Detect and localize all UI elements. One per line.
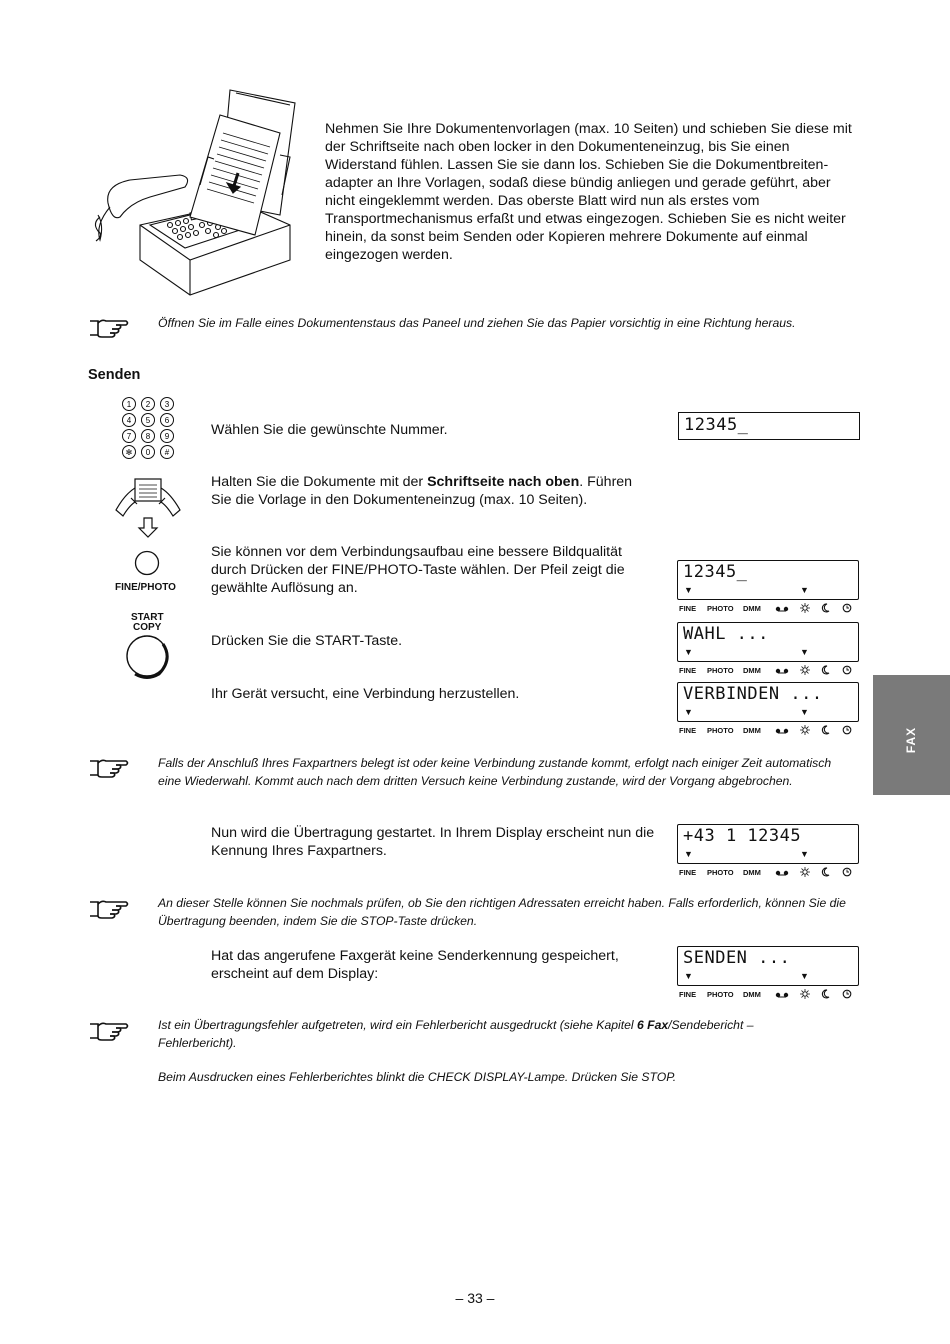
page-number: – 33 – [455, 1290, 495, 1306]
indicator-photo: PHOTO [707, 604, 734, 613]
resolution-arrow: ▼ [800, 707, 809, 717]
clock-icon [842, 665, 852, 677]
clock-icon [842, 603, 852, 615]
resolution-arrow: ▼ [800, 849, 809, 859]
step-noid-text: Hat das angerufene Faxgerät keine Senderkennung gespeichert, erscheint auf dem Display: [211, 948, 619, 982]
lcd-text: +43 1 12345 [683, 826, 802, 846]
indicator-fine: FINE [679, 868, 697, 877]
moon-icon [821, 665, 831, 677]
lcd-display-verbinden [677, 682, 859, 736]
indicator-dmm: DMM [743, 868, 761, 877]
indicator-fine: FINE [679, 726, 697, 735]
fine-photo-button-icon [134, 550, 162, 578]
keypad-icon [119, 396, 177, 462]
lcd-screen [677, 560, 859, 600]
sun-icon [800, 989, 810, 1001]
keypad-key-label: 3 [164, 400, 170, 409]
resolution-arrow: ▼ [684, 707, 693, 717]
sun-icon [800, 603, 810, 615]
note-error-pre: Ist ein Übertragungsfehler aufgetreten, wird ein Fehlerbericht ausgedruckt (siehe Kapitel [158, 1018, 637, 1032]
lcd-text: WAHL ... [683, 624, 769, 644]
keypad-key-label: 8 [145, 432, 151, 441]
pointing-hand-icon [88, 896, 130, 922]
keypad-key-label: 4 [126, 416, 132, 425]
moon-icon [821, 603, 831, 615]
keypad-key-label: 1 [126, 400, 132, 409]
step-insert-post: . Führen Sie die Vorlage in den Dokumenteneinzug (max. 10 Seiten). [211, 474, 633, 508]
note-redial: Falls der Anschluß Ihres Faxpartners belegt ist oder keine Verbindung zustande kommt, erfolgt nach einiger Zeit automatisch eine Wiederwahl. Kommt auch nach dem dritten Versuch keine Verbindung zustande, wird der Vorgang abgebrochen. [158, 756, 832, 788]
moon-icon [821, 989, 831, 1001]
sun-icon [800, 665, 810, 677]
indicator-photo: PHOTO [707, 666, 734, 675]
step-start-text: Drücken Sie die START-Taste. [211, 633, 403, 649]
start-label-1: START [131, 612, 164, 623]
keypad-key-label: # [164, 448, 170, 457]
section-heading: Senden [88, 367, 141, 383]
pointing-hand-icon [88, 1018, 130, 1044]
indicator-photo: PHOTO [707, 990, 734, 999]
step-insert-pre: Halten Sie die Dokumente mit der [211, 474, 428, 490]
start-button-icon [125, 634, 171, 680]
note-error-bold: 6 Fax [636, 1018, 669, 1032]
pointing-hand-icon [88, 755, 130, 781]
step-connect-text: Ihr Gerät versucht, eine Verbindung herzustellen. [211, 686, 520, 702]
indicator-row [679, 666, 861, 676]
keypad-key-label: 6 [164, 416, 170, 425]
indicator-photo: PHOTO [707, 726, 734, 735]
lcd-screen [677, 824, 859, 864]
indicator-dmm: DMM [743, 726, 761, 735]
indicator-row [679, 604, 861, 614]
lcd-text: 12345_ [683, 562, 748, 582]
indicator-row [679, 990, 861, 1000]
sun-icon [800, 867, 810, 879]
resolution-arrow: ▼ [800, 647, 809, 657]
note-error-report [158, 1017, 818, 1052]
lcd-screen [677, 622, 859, 662]
keypad-key-label: 0 [145, 448, 151, 457]
keypad-key-label: ✻ [125, 448, 133, 457]
sun-icon [800, 725, 810, 737]
lcd-display-dial [678, 412, 860, 440]
indicator-photo: PHOTO [707, 868, 734, 877]
keypad-key-label: 5 [145, 416, 151, 425]
lcd-text: VERBINDEN ... [683, 684, 823, 704]
fax-machine-illustration [90, 85, 300, 300]
step-insert-bold: Schriftseite nach oben [427, 474, 580, 490]
lcd-display-wahl [677, 622, 859, 676]
note-check-recipient: An dieser Stelle können Sie nochmals prüfen, ob Sie den richtigen Adressaten erreicht haben. Falls erforderlich, können Sie die Übertragung beenden, indem Sie die STOP-Taste drücken. [158, 896, 846, 928]
fine-photo-label: FINE/PHOTO [115, 582, 176, 593]
lcd-display-partner-id [677, 824, 859, 878]
keypad-key-label: 2 [145, 400, 151, 409]
indicator-fine: FINE [679, 604, 697, 613]
resolution-arrow: ▼ [684, 971, 693, 981]
step-fine-text: Sie können vor dem Verbindungsaufbau eine bessere Bildqualität durch Drücken der FINE/PHOTO-Taste wählen. Der Pfeil zeigt die gewählte Auflösung an. [211, 544, 625, 596]
indicator-dmm: DMM [743, 666, 761, 675]
note-check-display-lamp: Beim Ausdrucken eines Fehlerberichtes blinkt die CHECK DISPLAY-Lampe. Drücken Sie STOP. [158, 1070, 677, 1084]
tape-icon [775, 725, 789, 737]
note-document-jam: Öffnen Sie im Falle eines Dokumentenstaus das Paneel und ziehen Sie das Papier vorsichtig in eine Richtung heraus. [158, 316, 796, 330]
side-tab-label: FAX [904, 726, 919, 754]
keypad-key-label: 7 [126, 432, 132, 441]
lcd-screen [677, 682, 859, 722]
step-insert-text [211, 473, 656, 509]
tape-icon [775, 665, 789, 677]
indicator-fine: FINE [679, 990, 697, 999]
lcd-display-fine [677, 560, 859, 614]
indicator-dmm: DMM [743, 604, 761, 613]
note-error-post: /Sendebericht – Fehlerbericht). [158, 1018, 754, 1050]
indicator-row [679, 726, 861, 736]
clock-icon [842, 867, 852, 879]
lcd-text: 12345_ [684, 415, 749, 435]
document-insert-icon [113, 474, 183, 540]
keypad-key-label: 9 [164, 432, 170, 441]
intro-paragraph: Nehmen Sie Ihre Dokumentenvorlagen (max. 10 Seiten) und schieben Sie diese mit der Schriftseite nach oben locker in den Dokumenteneinzug, bis Sie einen Widerstand fühlen. Lassen Sie sie dann los. Schieben Sie die Dokumentbreiten-adapter an Ihre Vorlagen, sodaß diese bündig anliegen und gerade geführt, aber nicht eingeklemmt werden. Das oberste Blatt wird nun als erstes vom Transportmechanismus erfaßt und etwas eingezogen. Schieben Sie es nicht weiter hinein, da sonst beim Senden oder Kopieren mehrere Dokumente auf einmal eingezogen werden. [325, 121, 852, 263]
lcd-screen [677, 946, 859, 986]
resolution-arrow: ▼ [684, 647, 693, 657]
moon-icon [821, 867, 831, 879]
start-label-2: COPY [133, 622, 162, 633]
tape-icon [775, 867, 789, 879]
chapter-side-tab [873, 675, 950, 795]
indicator-row [679, 868, 861, 878]
tape-icon [775, 603, 789, 615]
step-dial-text: Wählen Sie die gewünschte Nummer. [211, 422, 448, 438]
pointing-hand-icon [88, 315, 130, 341]
lcd-display-senden [677, 946, 859, 1000]
tape-icon [775, 989, 789, 1001]
step-transfer-text: Nun wird die Übertragung gestartet. In Ihrem Display erscheint nun die Kennung Ihres Faxpartners. [211, 825, 655, 859]
resolution-arrow: ▼ [684, 849, 693, 859]
clock-icon [842, 989, 852, 1001]
clock-icon [842, 725, 852, 737]
indicator-dmm: DMM [743, 990, 761, 999]
lcd-text: SENDEN ... [683, 948, 791, 968]
indicator-fine: FINE [679, 666, 697, 675]
resolution-arrow: ▼ [800, 971, 809, 981]
moon-icon [821, 725, 831, 737]
resolution-arrow: ▼ [684, 585, 693, 595]
resolution-arrow: ▼ [800, 585, 809, 595]
